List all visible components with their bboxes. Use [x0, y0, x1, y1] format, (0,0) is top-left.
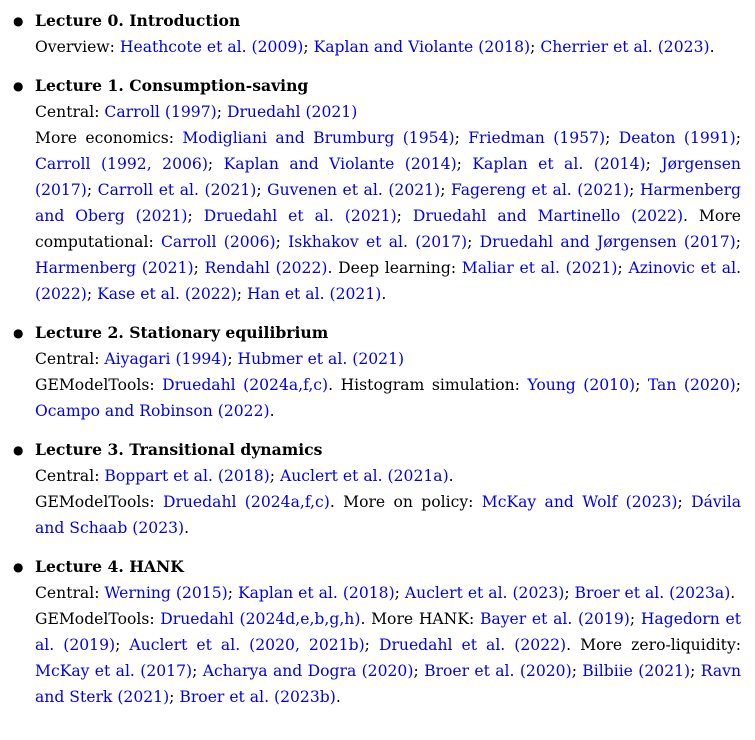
reference-text: ;	[635, 376, 648, 394]
reference-text: ;	[207, 155, 224, 173]
reference-text: . More computational:	[35, 207, 741, 251]
citation-link[interactable]: Druedahl (2024a,f,c)	[162, 376, 329, 394]
citation-link[interactable]: Heathcote et al. (2009)	[119, 38, 304, 56]
lecture-item	[0, 73, 741, 307]
reference-text: ;	[454, 129, 469, 147]
reference-text: ;	[236, 285, 247, 303]
citation-link[interactable]: Guvenen et al. (2021)	[267, 181, 441, 199]
reference-text: ;	[227, 584, 238, 602]
reference-text: .	[381, 285, 387, 303]
reference-text: ;	[629, 181, 640, 199]
citation-link[interactable]: Maliar et al. (2021)	[461, 259, 618, 277]
citation-link[interactable]: Bayer et al. (2019)	[479, 610, 630, 628]
bullet-icon: ●	[13, 326, 24, 340]
lecture-title: Lecture 1. Consumption-saving	[35, 76, 309, 95]
reference-text: GEModelTools:	[35, 493, 163, 511]
reference-text: ;	[735, 233, 741, 251]
lecture-title: Lecture 4. HANK	[35, 557, 184, 576]
citation-link[interactable]: Fagereng et al. (2021)	[450, 181, 630, 199]
citation-link[interactable]: Kaplan and Violante (2018)	[313, 38, 531, 56]
reference-text: ;	[192, 662, 203, 680]
citation-link[interactable]: Tan (2020)	[647, 376, 736, 394]
citation-link[interactable]: Modigliani and Brumburg (1954)	[182, 129, 455, 147]
reference-text: ;	[169, 688, 180, 706]
bullet-icon: ●	[13, 443, 24, 457]
reference-text: .	[448, 467, 454, 485]
reference-text: ;	[645, 155, 662, 173]
reference-text: ;	[86, 285, 98, 303]
citation-link[interactable]: Broer et al. (2023a)	[574, 584, 731, 602]
citation-link[interactable]: Cherrier et al. (2023)	[540, 38, 710, 56]
citation-link[interactable]: Bilbiie (2021)	[582, 662, 691, 680]
reference-line	[35, 606, 741, 710]
reference-text: Central:	[35, 103, 105, 121]
reference-text: .	[184, 519, 190, 537]
reference-text: .	[730, 584, 736, 602]
citation-link[interactable]: Druedahl and Jørgensen (2017)	[479, 233, 736, 251]
citation-link[interactable]: Broer et al. (2020)	[424, 662, 572, 680]
reference-text: ;	[440, 181, 451, 199]
reference-text: ;	[571, 662, 583, 680]
reference-text: ;	[605, 129, 619, 147]
citation-link[interactable]: Harmenberg and Oberg (2021)	[35, 181, 742, 225]
citation-link[interactable]: Broer et al. (2023b)	[179, 688, 336, 706]
citation-link[interactable]: Acharya and Dogra (2020)	[202, 662, 414, 680]
reference-text: .	[335, 688, 341, 706]
lecture-item	[0, 8, 741, 60]
citation-link[interactable]: McKay and Wolf (2023)	[481, 493, 678, 511]
reference-text: ;	[564, 584, 575, 602]
citation-link[interactable]: Druedahl (2021)	[226, 103, 358, 121]
citation-link[interactable]: McKay et al. (2017)	[35, 662, 193, 680]
citation-link[interactable]: Dávila and Schaab (2023)	[35, 493, 741, 537]
reference-text: ;	[269, 467, 280, 485]
citation-link[interactable]: Druedahl et al. (2022)	[378, 636, 567, 654]
citation-link[interactable]: Iskhakov et al. (2017)	[288, 233, 468, 251]
citation-link[interactable]: Carroll (2006)	[160, 233, 276, 251]
citation-link[interactable]: Werning (2015)	[104, 584, 228, 602]
citation-link[interactable]: Auclert et al. (2023)	[404, 584, 565, 602]
citation-link[interactable]: Auclert et al. (2021a)	[279, 467, 449, 485]
reference-text: ;	[677, 493, 692, 511]
reference-text: ;	[690, 662, 701, 680]
citation-link[interactable]: Ravn and Sterk (2021)	[35, 662, 741, 706]
reference-text: ;	[193, 259, 205, 277]
citation-link[interactable]: Han et al. (2021)	[246, 285, 382, 303]
reference-text: ;	[456, 155, 473, 173]
reference-text: . More on policy:	[329, 493, 482, 511]
reference-text: ;	[394, 584, 405, 602]
citation-link[interactable]: Azinovic et al. (2022)	[35, 259, 742, 303]
citation-link[interactable]: Hagedorn et al. (2019)	[35, 610, 741, 654]
citation-link[interactable]: Young (2010)	[527, 376, 636, 394]
reference-text: ;	[187, 207, 204, 225]
reference-text: ;	[256, 181, 268, 199]
citation-link[interactable]: Carroll et al. (2021)	[97, 181, 257, 199]
lecture-title: Lecture 3. Transitional dynamics	[35, 440, 323, 459]
citation-link[interactable]: Auclert et al. (2020, 2021b)	[129, 636, 365, 654]
lecture-title: Lecture 0. Introduction	[35, 11, 241, 30]
citation-link[interactable]: Druedahl (2024d,e,b,g,h)	[160, 610, 361, 628]
bullet-icon: ●	[13, 79, 24, 93]
citation-link[interactable]: Kaplan et al. (2014)	[472, 155, 646, 173]
citation-link[interactable]: Deaton (1991)	[618, 129, 736, 147]
reference-text: ;	[364, 636, 379, 654]
reference-text: ;	[413, 662, 425, 680]
reference-text: .	[709, 38, 715, 56]
reference-line	[35, 372, 741, 424]
citation-link[interactable]: Druedahl and Martinello (2022)	[412, 207, 684, 225]
reference-text: ;	[86, 181, 98, 199]
reference-text: ;	[735, 376, 741, 394]
reference-text: ;	[227, 350, 238, 368]
reference-text: Overview:	[35, 38, 120, 56]
bullet-icon: ●	[13, 560, 24, 574]
reference-line	[35, 580, 741, 606]
citation-link[interactable]: Kaplan and Violante (2014)	[223, 155, 457, 173]
reference-line	[35, 99, 741, 125]
reference-text: ;	[530, 38, 541, 56]
reference-text: ;	[216, 103, 227, 121]
reference-line	[35, 346, 741, 372]
lecture-item	[0, 320, 741, 424]
reference-line	[35, 463, 741, 489]
citation-link[interactable]: Carroll (1992, 2006)	[35, 155, 208, 173]
reference-text: Central:	[35, 584, 105, 602]
reference-text: . Deep learning:	[327, 259, 462, 277]
bullet-icon: ●	[13, 14, 24, 28]
lecture-list	[0, 8, 741, 710]
reference-text: .	[269, 402, 275, 420]
reference-text: ;	[303, 38, 314, 56]
citation-link[interactable]: Jørgensen (2017)	[35, 155, 741, 199]
reference-text: ;	[396, 207, 413, 225]
reference-line	[35, 125, 741, 307]
reference-text: . More HANK:	[360, 610, 480, 628]
reference-line	[35, 34, 741, 60]
citation-link[interactable]: Rendahl (2022)	[204, 259, 328, 277]
citation-link[interactable]: Kase et al. (2022)	[97, 285, 237, 303]
reference-text: GEModelTools:	[35, 610, 161, 628]
reference-line	[35, 489, 741, 541]
reference-text: ;	[467, 233, 480, 251]
reference-text: . Histogram simulation:	[328, 376, 528, 394]
reference-text: ;	[735, 129, 741, 147]
citation-link[interactable]: Druedahl et al. (2021)	[203, 207, 397, 225]
citation-link[interactable]: Druedahl (2024a,f,c)	[162, 493, 330, 511]
reference-text: Central:	[35, 467, 105, 485]
citation-link[interactable]: Hubmer et al. (2021)	[237, 350, 405, 368]
reference-text: GEModelTools:	[35, 376, 163, 394]
citation-link[interactable]: Aiyagari (1994)	[104, 350, 228, 368]
reference-text: ;	[629, 610, 641, 628]
citation-link[interactable]: Friedman (1957)	[468, 129, 606, 147]
citation-link[interactable]: Ocampo and Robinson (2022)	[35, 402, 270, 420]
reference-text: ;	[617, 259, 629, 277]
reference-text: ;	[115, 636, 130, 654]
citation-link[interactable]: Carroll (1997)	[104, 103, 217, 121]
lecture-item	[0, 437, 741, 541]
lecture-item	[0, 554, 741, 710]
lecture-title: Lecture 2. Stationary equilibrium	[35, 323, 329, 342]
reference-text: More economics:	[35, 129, 183, 147]
reference-text: Central:	[35, 350, 105, 368]
citation-link[interactable]: Kaplan et al. (2018)	[237, 584, 395, 602]
citation-link[interactable]: Boppart et al. (2018)	[104, 467, 270, 485]
citation-link[interactable]: Harmenberg (2021)	[35, 259, 194, 277]
reference-text: . More zero-liquidity:	[566, 636, 742, 654]
reference-text: ;	[275, 233, 289, 251]
